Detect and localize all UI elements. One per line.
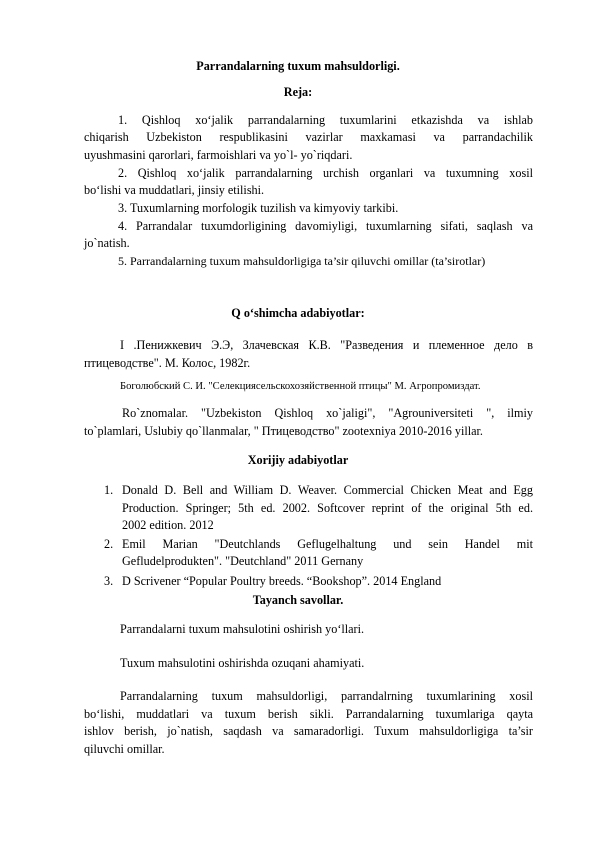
foreign-item-3-number: 3. — [104, 574, 114, 588]
question-1: Parrandalarni tuxum mahsulotini oshirish yo‘llari. — [120, 622, 365, 636]
summary-line-4: qiluvchi omillar. — [84, 742, 165, 756]
plan-item-4-line-1: 4. Parrandalar tuxumdorligining davomiyligi, tuxumlarning sifati, saqlash va — [118, 219, 533, 233]
literature-item-3-line-1: Ro`znomalar. "Uzbekiston Qishloq xo`jaligi", "Agrouniversiteti ", ilmiy — [122, 406, 533, 420]
literature-heading: Q o‘shimcha adabiyotlar: — [231, 306, 365, 320]
foreign-item-2-line-1: Emil Marian "Deutchlands Geflugelhaltung und sein Handel mit — [122, 537, 533, 551]
page-title: Parrandalarning tuxum mahsuldorligi. — [196, 59, 400, 73]
foreign-item-3-line-1: D Scrivener “Popular Poultry breeds. “Bookshop”. 2014 England — [122, 574, 442, 588]
summary-line-1: Parrandalarning tuxum mahsuldorligi, parrandalrning tuxumlarining xosil — [120, 689, 533, 703]
plan-item-1-line-1: 1. Qishloq xo‘jalik parrandalarning tuxumlarini etkazishda va ishlab — [118, 113, 533, 127]
plan-item-2-line-2: bo‘lishi va muddatlari, jinsiy etilishi. — [84, 183, 265, 197]
foreign-item-1-line-1: Donald D. Bell and William D. Weaver. Commercial Chicken Meat and Egg — [122, 483, 533, 497]
summary-line-3: ishlov berish, jo`natish, saqdash va samaradorligi. Tuxum mahsuldorligiga ta’sir — [84, 724, 533, 738]
literature-item-1-line-2: птицеводстве". М. Колос, 1982г. — [84, 356, 251, 370]
summary-line-2: bo‘lishi, muddatlari va tuxum berish sikli. Parrandalarning tuxumlariga qayta — [84, 707, 533, 721]
plan-item-1-line-2: chiqarish Uzbekiston respublikasini vazirlar maxkamasi va parrandachilik — [84, 130, 533, 144]
key-questions-heading: Tayanch savollar. — [252, 593, 344, 607]
plan-item-3: 3. Tuxumlarning morfologik tuzilish va kimyoviy tarkibi. — [118, 201, 399, 215]
foreign-item-1-line-3: 2002 edition. 2012 — [122, 518, 214, 532]
literature-item-1-line-1: I .Пенижкевич Э.Э, Злачевская К.В. "Разведения и племенное дело в — [120, 338, 533, 352]
plan-item-2-line-1: 2. Qishloq xo‘jalik parrandalarning urchish organlari va tuxumning xosil — [118, 166, 533, 180]
plan-item-4-line-2: jo`natish. — [84, 236, 130, 250]
literature-item-2: Боголюбский С. И. "Селекциясельскохозяйственной птицы" М. Агропромиздат. — [120, 381, 481, 392]
foreign-item-1-number: 1. — [104, 483, 114, 497]
literature-item-3-line-2: to`plamlari, Uslubiy qo`llanmalar, " Птицеводство" zootexniya 2010-2016 yillar. — [84, 424, 483, 438]
foreign-item-2-line-2: Gefludelprodukten". "Deutchland" 2011 Gernany — [122, 554, 364, 568]
foreign-literature-heading: Xorijiy adabiyotlar — [247, 453, 349, 467]
plan-item-1-line-3: uyushmasini qarorlari, farmoishlari va yo`l- yo`riqdari. — [84, 148, 353, 162]
plan-heading: Reja: — [283, 85, 313, 99]
plan-item-5: 5. Parrandalarning tuxum mahsuldorligiga ta’sir qiluvchi omillar (ta’sirotlar) — [118, 254, 486, 268]
foreign-item-2-number: 2. — [104, 537, 114, 551]
foreign-item-1-line-2: Production. Springer; 5th ed. 2002. Softcover reprint of the original 5th ed. — [122, 501, 533, 515]
question-2: Tuxum mahsulotini oshirishda ozuqani ahamiyati. — [120, 656, 365, 670]
